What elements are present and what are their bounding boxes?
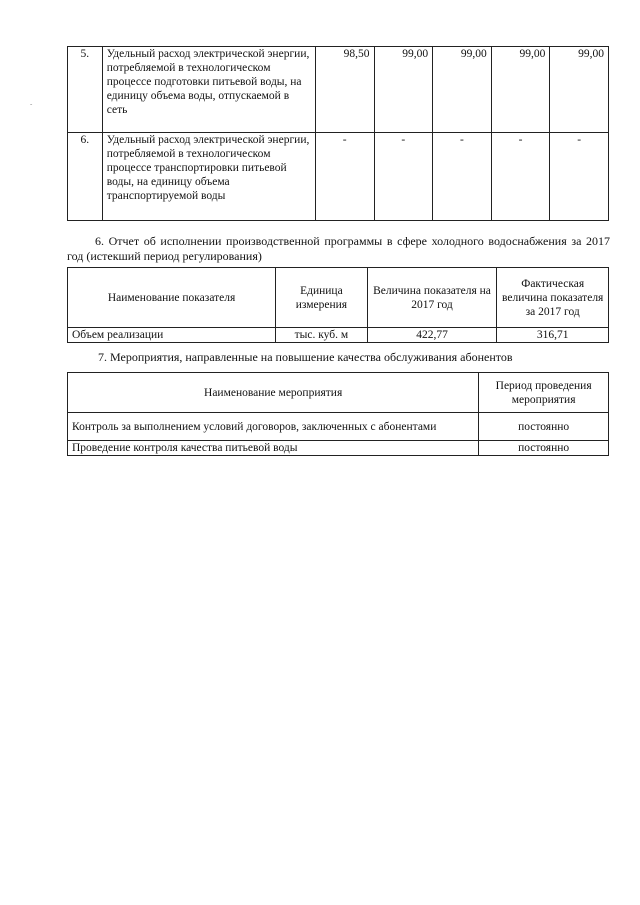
header-measure-name: Наименование мероприятия <box>68 373 479 413</box>
report-table <box>67 267 609 343</box>
value-cell: 99,00 <box>433 47 492 133</box>
value-cell: - <box>491 133 550 221</box>
header-period: Период проведения мероприятия <box>479 373 609 413</box>
indicators-table <box>67 46 609 221</box>
measure-name: Контроль за выполнением условий договоров, заключенных с абонентами <box>68 413 479 441</box>
table-row <box>68 413 609 441</box>
row-number: 5. <box>68 47 103 133</box>
row-number: 6. <box>68 133 103 221</box>
table-header-row <box>68 268 609 328</box>
table-row <box>68 47 609 133</box>
value-cell: 99,00 <box>374 47 433 133</box>
indicator-name: Объем реализации <box>68 328 276 343</box>
measure-period: постоянно <box>479 441 609 456</box>
measure-name: Проведение контроля качества питьевой воды <box>68 441 479 456</box>
value-cell: 99,00 <box>491 47 550 133</box>
value-cell: - <box>315 133 374 221</box>
stray-mark: - <box>30 100 33 108</box>
measure-period: постоянно <box>479 413 609 441</box>
table-header-row <box>68 373 609 413</box>
header-unit: Единица измерения <box>276 268 368 328</box>
table-row <box>68 133 609 221</box>
indicator-description: Удельный расход электрической энергии, потребляемой в технологическом процессе подготовки питьевой воды, на единицу объема воды, отпускаемой в сеть <box>102 47 315 133</box>
value-cell: 99,00 <box>550 47 609 133</box>
value-cell: 98,50 <box>315 47 374 133</box>
section-7-heading: 7. Мероприятия, направленные на повышение качества обслуживания абонентов <box>98 350 513 364</box>
value-cell: - <box>433 133 492 221</box>
header-actual-value: Фактическая величина показателя за 2017 год <box>497 268 609 328</box>
unit: тыс. куб. м <box>276 328 368 343</box>
section-6-heading: 6. Отчет об исполнении производственной программы в сфере холодного водоснабжения за 2017 год (истекший период регулирования) <box>67 234 610 263</box>
table-row <box>68 441 609 456</box>
value-cell: - <box>374 133 433 221</box>
header-indicator-name: Наименование показателя <box>68 268 276 328</box>
actual-value: 316,71 <box>497 328 609 343</box>
header-planned-value: Величина показателя на 2017 год <box>367 268 497 328</box>
indicator-description: Удельный расход электрической энергии, потребляемой в технологическом процессе транспортировки питьевой воды, на единицу объема транспортируемой воды <box>102 133 315 221</box>
planned-value: 422,77 <box>367 328 497 343</box>
measures-table <box>67 372 609 456</box>
table-row <box>68 328 609 343</box>
value-cell: - <box>550 133 609 221</box>
